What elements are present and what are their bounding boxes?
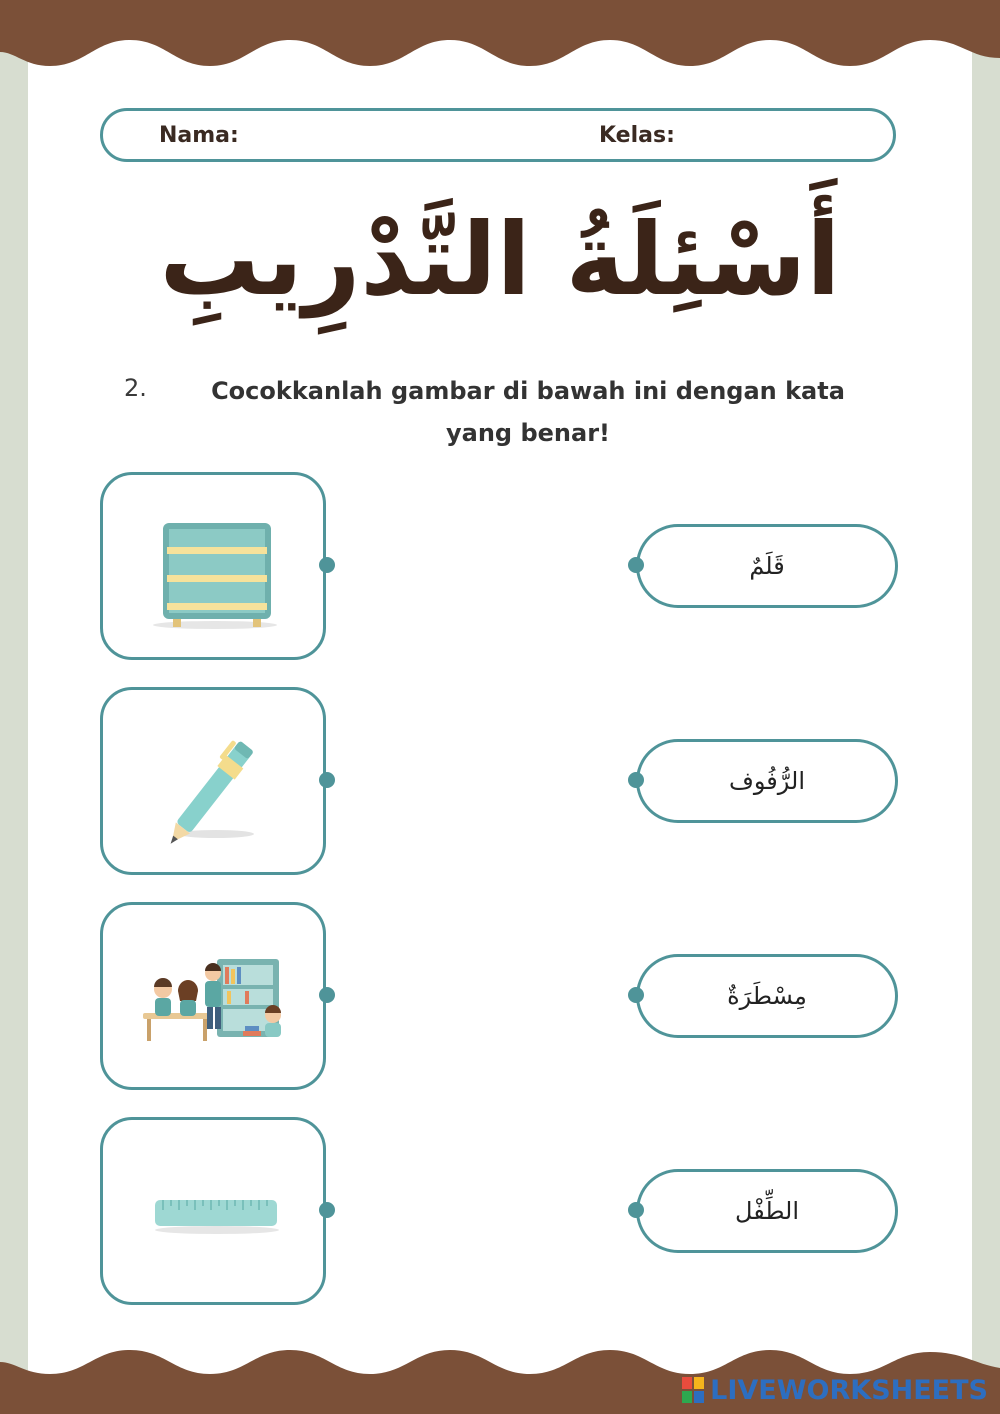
word-2-connector-dot[interactable] <box>628 772 644 788</box>
children-reading-icon <box>103 905 329 1093</box>
picture-4-connector-dot[interactable] <box>319 1202 335 1218</box>
picture-2-connector-dot[interactable] <box>319 772 335 788</box>
word-text-3: مِسْطَرَةٌ <box>727 982 807 1010</box>
word-3-connector-dot[interactable] <box>628 987 644 1003</box>
picture-1-connector-dot[interactable] <box>319 557 335 573</box>
picture-card-4[interactable] <box>100 1117 326 1305</box>
pen-icon <box>103 690 329 878</box>
word-4-connector-dot[interactable] <box>628 1202 644 1218</box>
word-text-4: الطِّفْل <box>735 1197 799 1225</box>
picture-card-2[interactable] <box>100 687 326 875</box>
student-info-box <box>100 108 896 162</box>
word-1-connector-dot[interactable] <box>628 557 644 573</box>
word-card-3[interactable] <box>636 954 898 1038</box>
word-card-4[interactable] <box>636 1169 898 1253</box>
page-title: أَسْئِلَةُ التَّدْرِيبِ <box>159 201 841 318</box>
instruction-number: 2. <box>124 374 147 402</box>
word-text-1: قَلَمٌ <box>749 552 785 580</box>
picture-card-1[interactable] <box>100 472 326 660</box>
bookshelf-icon <box>103 475 329 663</box>
picture-card-3[interactable] <box>100 902 326 1090</box>
word-card-1[interactable] <box>636 524 898 608</box>
liveworksheets-text: LIVEWORKSHEETS <box>710 1375 988 1406</box>
instruction-text: Cocokkanlah gambar di bawah ini dengan kata yang benar! <box>211 377 845 447</box>
top-wave-border <box>0 0 1000 80</box>
ruler-icon <box>103 1120 329 1308</box>
liveworksheets-icon <box>682 1377 706 1405</box>
word-card-2[interactable] <box>636 739 898 823</box>
class-label: Kelas: <box>599 123 675 148</box>
name-label: Nama: <box>159 123 239 148</box>
word-text-2: الرُّفُوف <box>729 767 805 795</box>
liveworksheets-logo[interactable] <box>682 1375 988 1406</box>
picture-3-connector-dot[interactable] <box>319 987 335 1003</box>
